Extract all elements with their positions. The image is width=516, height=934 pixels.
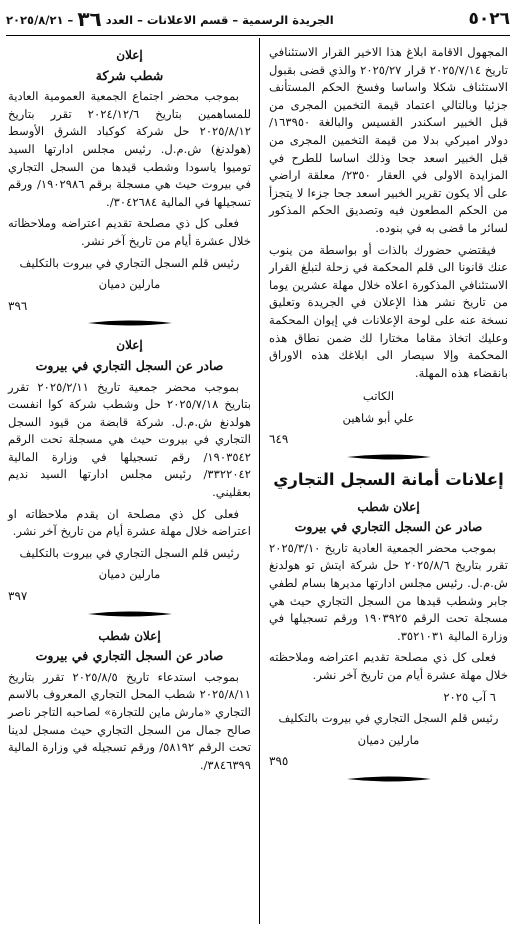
notice-number: ٣٩٦	[8, 298, 28, 313]
notice-number: ٣٩٧	[8, 589, 28, 604]
separator-ornament	[269, 453, 508, 461]
separator-ornament	[8, 610, 251, 618]
clerk-title: الكاتب	[362, 389, 395, 404]
notice-subheading: صادر عن السجل التجاري في بيروت	[294, 519, 483, 535]
page-header	[6, 6, 510, 32]
notice-subheading: صادر عن السجل التجاري في بيروت	[35, 648, 224, 664]
registrar-name: مارلين دميان	[357, 732, 420, 747]
notice-heading: إعلان	[116, 48, 143, 62]
header-rule	[6, 35, 510, 36]
column-divider	[259, 38, 260, 924]
page-number: ٥٠٢٦	[468, 9, 510, 29]
notice-summons-paragraph: فيقتضي حضورك بالذات أو بواسطة من ينوب عنك قانونا الى قلم المحكمة في زحلة لتبلغ القرار الاستئنافي المذكورة اعلاه خلال مهلة عشرين يوما من تاريخ نشر هذا الإعلان في الجريدة وتعليق نسخة عنه على لوحة الإعلانات في إيوان المحكمة وعليك اتخاذ مقاما مختارا لك ضمن نطاق هذه المحكمة وإلا سيصار الى ابلاغك هذه الاوراق بانقضاء هذه المهلة.	[269, 242, 508, 380]
issue-number: ٣٦	[77, 7, 102, 31]
separator-ornament	[8, 319, 251, 327]
notice-objection: فعلى كل ذي مصلحة تقديم اعتراضه وملاحظته خلال مهلة عشرة أيام من تاريخ آخر نشر.	[269, 650, 508, 682]
clerk-name: علي أبو شاهين	[342, 410, 415, 425]
notice-number: ٦٤٩	[269, 432, 289, 447]
registrar-title: رئيس قلم السجل التجاري في بيروت بالتكليف	[19, 255, 240, 270]
notice-body: بموجب محضر اجتماع الجمعية العمومية العادية للمساهمين بتاريخ ٢٠٢٤/١٢/٦ تقرر بتاريخ ٢٠٢٥/٨/١٢ حل شركة كوكباد الشرق الأوسط (هولدنغ) ش.م.ل. رئيس مجلس ادارتها السيد توميوا ياسودا وشطب قيدها من السجل التجاري في بيروت حيث هي مسجلة برقم ١٩٠٢٩٨٦/ ورقم تسجيلها في المالية ٣٠٤٢٦٨٤/.	[8, 89, 251, 209]
registrar-name: مارلين دميان	[98, 567, 161, 582]
notice-body: بموجب استدعاء تاريخ ٢٠٢٥/٨/٥ تقرر بتاريخ ٢٠٢٥/٨/١١ شطب المحل التجاري المعروف بالاسم التجاري «مارش ماين للتجارة» لصاحبه التاجر ناصر صالح جمال من السجل التجاري حيث مسجل لدينا تحت الرقم ٥٨١٩٢/ ورقم تسجيله في وزارة المالية ٣٨٤٦٣٩٩/.	[8, 669, 251, 772]
notice-body: بموجب محضر الجمعية العادية تاريخ ٢٠٢٥/٣/١٠ تقرر بتاريخ ٢٠٢٥/٨/٦ حل شركة ايتش تو هولدنغ ش.م.ل. رئيس مجلس ادارتها مديرها بسام لطفي جابر وشطب قيدها من السجل التجاري حيث هي مسجلة تحت الرقم ١٩٠٣٩٢٥ ورقم تسجيلها في وزارة المالية ٣٥٢١٠٣١.	[269, 540, 509, 643]
notice-subheading: شطب شركة	[95, 67, 164, 83]
notice-date: ٦ آب ٢٠٢٥	[443, 689, 496, 704]
notice-objection: فعلى كل ذي مصلحة تقديم اعتراضه وملاحظاته خلال عشرة أيام من تاريخ آخر نشر.	[8, 216, 251, 248]
notice-heading: إعلان	[116, 338, 143, 353]
notice-body: بموجب محضر جمعية تاريخ ٢٠٢٥/٢/١١ تقرر بتاريخ ٢٠٢٥/٧/١٨ حل وشطب شركة كوا انفست هولدنغ ش.م.ل. شركة قابضة من قيود السجل التجاري في بيروت حيث هي مسجلة تحت الرقم ١٩٠٣٥٤٢/ رقم تسجيلها في وزارة المالية ٣٣٢٢٠٤٢/ رئيس مجلس ادارتها السيد نديم بعقليني.	[8, 379, 251, 500]
notice-number: ٣٩٥	[269, 754, 289, 769]
notice-subheading: صادر عن السجل التجاري في بيروت	[35, 357, 224, 373]
notice-objection: فعلى كل ذي مصلحة ان يقدم ملاحظاته او اعتراضه خلال مهلة عشرة أيام من تاريخ آخر نشر.	[8, 506, 251, 539]
section-title: إعلانات أمانة السجل التجاري	[273, 470, 504, 490]
registrar-title: رئيس قلم السجل التجاري في بيروت بالتكليف	[278, 711, 499, 726]
registrar-title: رئيس قلم السجل التجاري في بيروت بالتكليف	[19, 545, 240, 560]
left-column	[8, 44, 251, 778]
gazette-title	[6, 7, 334, 31]
notice-heading: إعلان شطب	[357, 499, 420, 514]
right-column	[269, 44, 508, 793]
registrar-name: مارلين دميان	[98, 277, 161, 292]
notice-continued-paragraph: المجهول الاقامة ابلاغ هذا الاخير القرار الاستئنافي تاريخ ٢٠٢٥/٧/١٤ قرار ٢٠٢٥/٢٧ والذي قضى بقبول الاستئناف شكلا واساسا وفسخ الحكم المستأنف جزئيا وبالتالي اعتماد قيمة التخمين المجرى من قبل الخبير اسكندر القسيس والبالغة ١٦٣٩٥٠/ دولار اميركي بدلا من قيمة التخمين المجرى من قبل الخبير اسعد جحا وذلك اساسا للطرح في المزايدة الاولى في العقار ٢٣٥٠/ معلقة اراضي على ألا يكون تقرير الخبير اسعد جحا جزءا لا يتجزأ من الحكم المطعون فيه وتصديق الحكم المذكور لسائر ما قضى به في بنوده.	[269, 45, 508, 235]
notice-heading: إعلان شطب	[98, 628, 161, 643]
separator-ornament	[269, 775, 508, 783]
gazette-date: – ٢٠٢٥/٨/٢١	[6, 13, 74, 27]
gazette-title-main: الجريدة الرسمية – قسم الاعلانات – العدد	[105, 13, 334, 27]
